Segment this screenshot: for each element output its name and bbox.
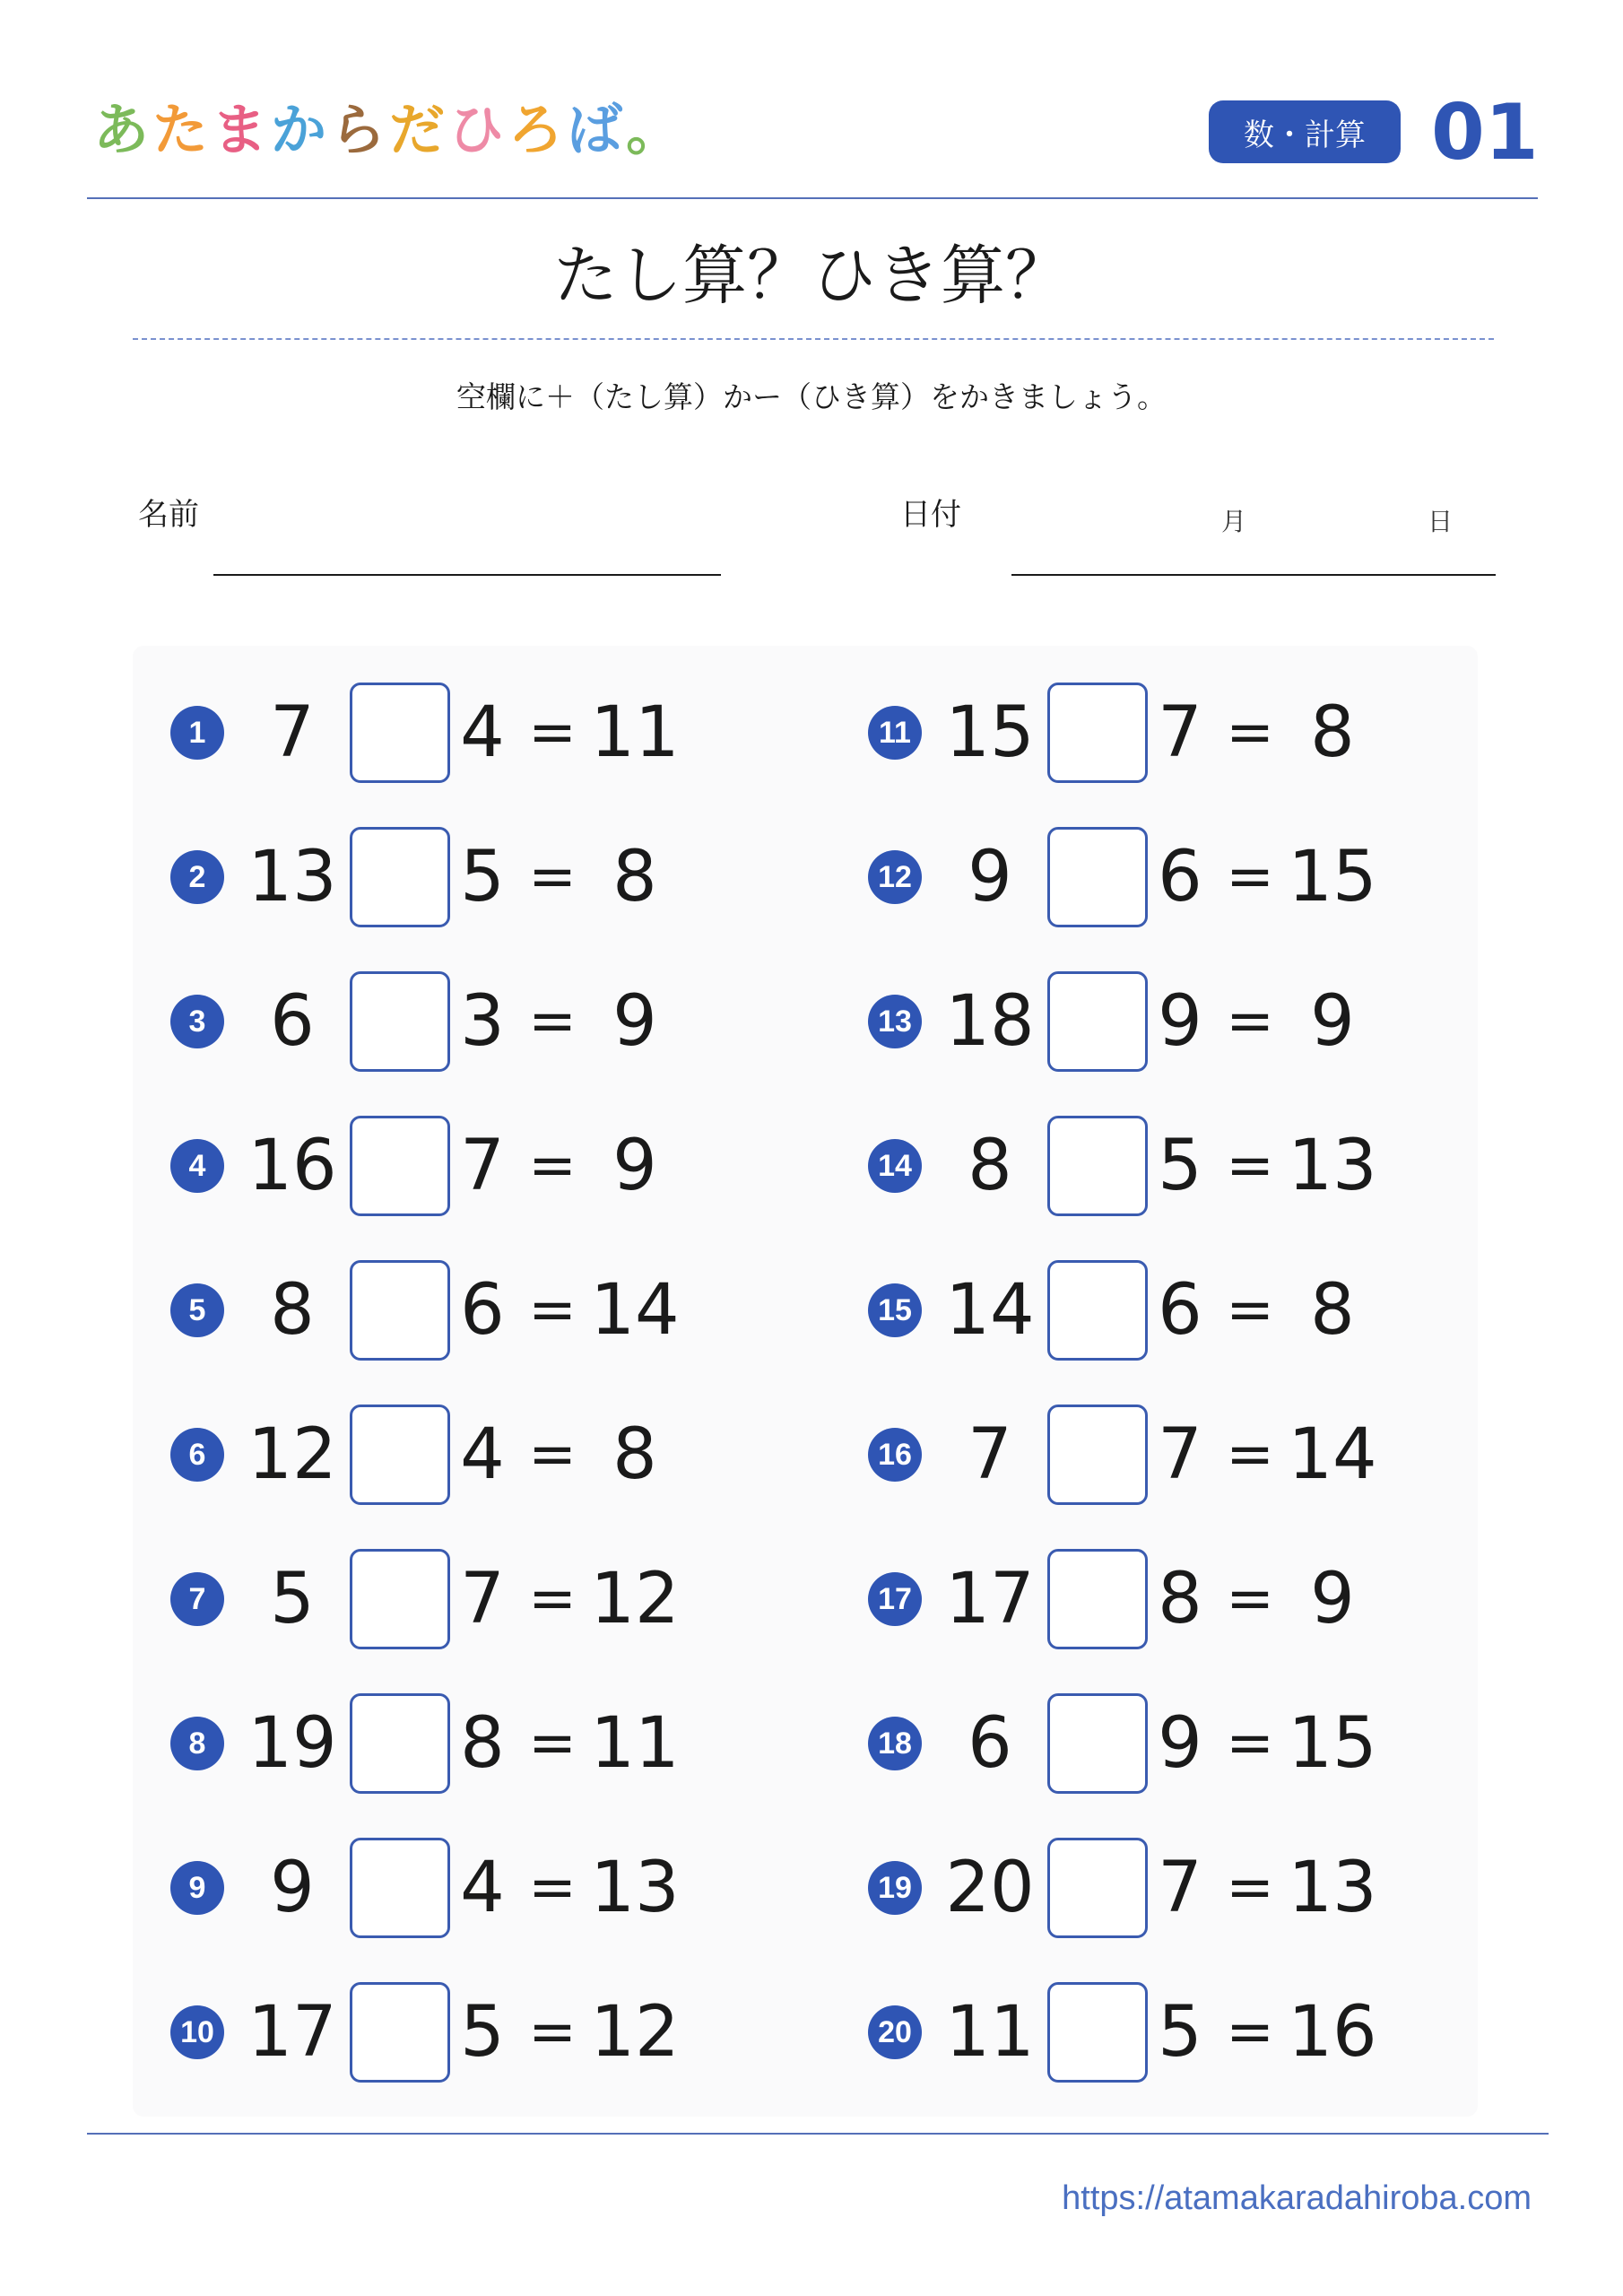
operator-answer-box[interactable] xyxy=(1047,827,1148,927)
result-value: 12 xyxy=(590,1559,680,1639)
equals-sign: = xyxy=(528,1277,577,1344)
problem-number: 18 xyxy=(868,1717,922,1770)
first-operand: 11 xyxy=(945,1992,1035,2073)
logo-char: ろ xyxy=(508,97,564,162)
month-label: 月 xyxy=(1221,507,1247,536)
operator-answer-box[interactable] xyxy=(350,1838,450,1938)
first-operand: 5 xyxy=(270,1559,315,1639)
equals-sign: = xyxy=(1226,1710,1274,1777)
first-operand: 19 xyxy=(247,1703,337,1784)
second-operand: 5 xyxy=(1158,1126,1202,1206)
problem-row xyxy=(857,1837,1539,1939)
problem-number: 15 xyxy=(868,1283,922,1337)
result-value: 11 xyxy=(590,692,680,773)
name-field[interactable] xyxy=(213,574,721,576)
result-value: 13 xyxy=(1288,1126,1377,1206)
operator-answer-box[interactable] xyxy=(1047,1116,1148,1216)
first-operand: 7 xyxy=(270,692,315,773)
first-operand: 6 xyxy=(270,981,315,1062)
operator-answer-box[interactable] xyxy=(1047,971,1148,1072)
first-operand: 13 xyxy=(247,837,337,918)
operator-answer-box[interactable] xyxy=(350,1260,450,1361)
problem-number: 10 xyxy=(170,2005,224,2059)
title-divider xyxy=(133,338,1494,340)
logo-char: ひ xyxy=(448,97,505,162)
result-value: 11 xyxy=(590,1703,680,1784)
problem-number: 7 xyxy=(170,1572,224,1626)
problem-number: 3 xyxy=(170,995,224,1048)
problem-number: 8 xyxy=(170,1717,224,1770)
problem-number: 1 xyxy=(170,706,224,760)
second-operand: 7 xyxy=(460,1126,505,1206)
equals-sign: = xyxy=(528,1999,577,2066)
logo-char: ば xyxy=(567,97,623,162)
problem-row xyxy=(160,1259,841,1361)
operator-answer-box[interactable] xyxy=(350,1693,450,1794)
header-divider xyxy=(87,197,1538,199)
equals-sign: = xyxy=(528,1710,577,1777)
second-operand: 5 xyxy=(460,837,505,918)
result-value: 8 xyxy=(612,1414,657,1495)
second-operand: 9 xyxy=(1158,1703,1202,1784)
problems-panel xyxy=(133,646,1478,2117)
logo-char: だ xyxy=(389,97,446,162)
result-value: 15 xyxy=(1288,1703,1377,1784)
problem-row xyxy=(857,1981,1539,2083)
footer-divider xyxy=(87,2133,1549,2135)
operator-answer-box[interactable] xyxy=(350,683,450,783)
equals-sign: = xyxy=(1226,1277,1274,1344)
second-operand: 6 xyxy=(1158,837,1202,918)
logo-char: ら xyxy=(330,97,386,162)
problem-number: 17 xyxy=(868,1572,922,1626)
equals-sign: = xyxy=(1226,700,1274,766)
result-value: 13 xyxy=(590,1848,680,1928)
equals-sign: = xyxy=(528,1133,577,1199)
result-value: 14 xyxy=(1288,1414,1377,1495)
first-operand: 17 xyxy=(945,1559,1035,1639)
logo-char: あ xyxy=(93,97,150,162)
problem-number: 5 xyxy=(170,1283,224,1337)
second-operand: 7 xyxy=(1158,1848,1202,1928)
date-field[interactable] xyxy=(1011,574,1496,576)
equals-sign: = xyxy=(528,700,577,766)
operator-answer-box[interactable] xyxy=(1047,1549,1148,1649)
second-operand: 7 xyxy=(1158,692,1202,773)
result-value: 15 xyxy=(1288,837,1377,918)
operator-answer-box[interactable] xyxy=(350,827,450,927)
problem-number: 2 xyxy=(170,850,224,904)
result-value: 9 xyxy=(612,981,657,1062)
footer-url[interactable]: https://atamakaradahiroba.com xyxy=(1062,2179,1532,2217)
first-operand: 9 xyxy=(270,1848,315,1928)
problem-number: 9 xyxy=(170,1861,224,1915)
first-operand: 6 xyxy=(968,1703,1012,1784)
second-operand: 7 xyxy=(460,1559,505,1639)
equals-sign: = xyxy=(1226,844,1274,910)
problem-number: 19 xyxy=(868,1861,922,1915)
problem-row xyxy=(857,970,1539,1073)
equals-sign: = xyxy=(1226,1999,1274,2066)
second-operand: 8 xyxy=(460,1703,505,1784)
second-operand: 9 xyxy=(1158,981,1202,1062)
problem-row xyxy=(857,1259,1539,1361)
logo-char: た xyxy=(152,97,209,162)
problem-number: 6 xyxy=(170,1428,224,1482)
first-operand: 15 xyxy=(945,692,1035,773)
first-operand: 8 xyxy=(968,1126,1012,1206)
second-operand: 7 xyxy=(1158,1414,1202,1495)
equals-sign: = xyxy=(528,1422,577,1488)
result-value: 12 xyxy=(590,1992,680,2073)
equals-sign: = xyxy=(1226,1133,1274,1199)
logo-char: か xyxy=(271,97,327,162)
problem-row xyxy=(857,826,1539,928)
first-operand: 16 xyxy=(247,1126,337,1206)
operator-answer-box[interactable] xyxy=(1047,1693,1148,1794)
equals-sign: = xyxy=(528,988,577,1055)
result-value: 14 xyxy=(590,1270,680,1351)
result-value: 13 xyxy=(1288,1848,1377,1928)
result-value: 8 xyxy=(1310,692,1355,773)
second-operand: 5 xyxy=(460,1992,505,2073)
first-operand: 20 xyxy=(945,1848,1035,1928)
first-operand: 9 xyxy=(968,837,1012,918)
first-operand: 12 xyxy=(247,1414,337,1495)
problem-number: 4 xyxy=(170,1139,224,1193)
problem-row xyxy=(160,826,841,928)
equals-sign: = xyxy=(1226,988,1274,1055)
result-value: 8 xyxy=(1310,1270,1355,1351)
page-title: たし算？ひき算？ xyxy=(552,238,1070,313)
category-badge: 数・計算 xyxy=(1209,100,1401,163)
result-value: 9 xyxy=(1310,981,1355,1062)
site-logo xyxy=(93,94,681,166)
operator-answer-box[interactable] xyxy=(350,1405,450,1505)
problem-number: 13 xyxy=(868,995,922,1048)
problem-row xyxy=(160,1548,841,1650)
first-operand: 7 xyxy=(968,1414,1012,1495)
second-operand: 6 xyxy=(1158,1270,1202,1351)
instruction-text: 空欄に＋（たし算）かー（ひき算）をかきましょう。 xyxy=(456,379,1167,414)
problem-row xyxy=(160,1404,841,1506)
equals-sign: = xyxy=(528,1566,577,1632)
operator-answer-box[interactable] xyxy=(1047,1982,1148,2083)
problem-row xyxy=(857,682,1539,784)
problem-row xyxy=(160,970,841,1073)
problem-number: 16 xyxy=(868,1428,922,1482)
problem-number: 12 xyxy=(868,850,922,904)
first-operand: 18 xyxy=(945,981,1035,1062)
operator-answer-box[interactable] xyxy=(350,1116,450,1216)
operator-answer-box[interactable] xyxy=(350,1982,450,2083)
second-operand: 8 xyxy=(1158,1559,1202,1639)
first-operand: 14 xyxy=(945,1270,1035,1351)
operator-answer-box[interactable] xyxy=(1047,683,1148,783)
second-operand: 4 xyxy=(460,1848,505,1928)
problem-row xyxy=(160,1837,841,1939)
second-operand: 4 xyxy=(460,1414,505,1495)
result-value: 9 xyxy=(612,1126,657,1206)
operator-answer-box[interactable] xyxy=(350,1549,450,1649)
problem-row xyxy=(160,1692,841,1795)
name-label: 名前 xyxy=(138,497,199,533)
second-operand: 6 xyxy=(460,1270,505,1351)
result-value: 16 xyxy=(1288,1992,1377,2073)
equals-sign: = xyxy=(1226,1855,1274,1921)
equals-sign: = xyxy=(528,1855,577,1921)
problem-row xyxy=(857,1404,1539,1506)
logo-char: ま xyxy=(212,97,268,162)
result-value: 9 xyxy=(1310,1559,1355,1639)
operator-answer-box[interactable] xyxy=(1047,1405,1148,1505)
result-value: 8 xyxy=(612,837,657,918)
operator-answer-box[interactable] xyxy=(1047,1838,1148,1938)
problem-row xyxy=(857,1115,1539,1217)
logo-char: 。 xyxy=(626,97,682,162)
first-operand: 17 xyxy=(247,1992,337,2073)
problem-number: 11 xyxy=(868,706,922,760)
operator-answer-box[interactable] xyxy=(350,971,450,1072)
equals-sign: = xyxy=(528,844,577,910)
sheet-number: 01 xyxy=(1431,88,1539,178)
second-operand: 5 xyxy=(1158,1992,1202,2073)
first-operand: 8 xyxy=(270,1270,315,1351)
problem-row xyxy=(857,1692,1539,1795)
problem-row xyxy=(160,682,841,784)
problem-number: 14 xyxy=(868,1139,922,1193)
equals-sign: = xyxy=(1226,1422,1274,1488)
operator-answer-box[interactable] xyxy=(1047,1260,1148,1361)
problem-number: 20 xyxy=(868,2005,922,2059)
date-label: 日付 xyxy=(900,497,961,533)
equals-sign: = xyxy=(1226,1566,1274,1632)
day-label: 日 xyxy=(1428,507,1454,536)
second-operand: 3 xyxy=(460,981,505,1062)
problem-row xyxy=(160,1115,841,1217)
second-operand: 4 xyxy=(460,692,505,773)
problem-row xyxy=(160,1981,841,2083)
problem-row xyxy=(857,1548,1539,1650)
